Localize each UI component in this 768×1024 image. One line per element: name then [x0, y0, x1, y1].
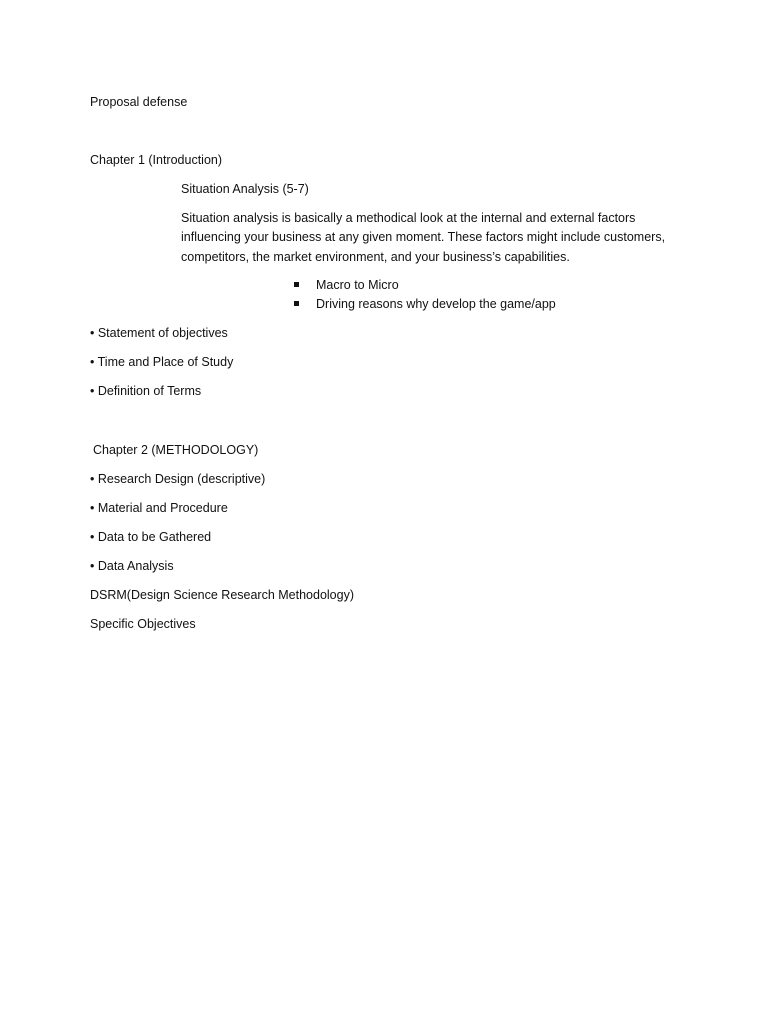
list-item-statement-of-objectives: • Statement of objectives	[90, 326, 228, 340]
sub-list-item	[294, 296, 556, 312]
list-item-material-and-procedure: • Material and Procedure	[90, 501, 228, 515]
dsrm-line: DSRM(Design Science Research Methodology)	[90, 588, 355, 602]
square-bullet-icon	[294, 282, 299, 287]
sub-list-item-text: Macro to Micro	[316, 278, 399, 292]
list-item-definition-of-terms: • Definition of Terms	[90, 384, 202, 398]
document-title: Proposal defense	[90, 95, 188, 109]
list-item-research-design: • Research Design (descriptive)	[90, 472, 266, 486]
chapter1-heading: Chapter 1 (Introduction)	[90, 153, 223, 167]
list-item-time-and-place: • Time and Place of Study	[90, 355, 234, 369]
list-item-data-to-be-gathered: • Data to be Gathered	[90, 530, 212, 544]
specific-objectives-line: Specific Objectives	[90, 617, 196, 631]
situation-analysis-heading: Situation Analysis (5-7)	[181, 182, 309, 196]
sub-list-item-text: Driving reasons why develop the game/app	[316, 297, 556, 311]
square-bullet-icon	[294, 301, 299, 306]
sub-list-item	[294, 277, 399, 293]
chapter2-heading: Chapter 2 (METHODOLOGY)	[93, 443, 259, 457]
situation-analysis-paragraph: Situation analysis is basically a methodical look at the internal and external factors influencing your business at any given moment. These factors might include customers, competitors, the market environment, and your business’s capabilities.	[181, 211, 666, 264]
list-item-data-analysis: • Data Analysis	[90, 559, 174, 573]
